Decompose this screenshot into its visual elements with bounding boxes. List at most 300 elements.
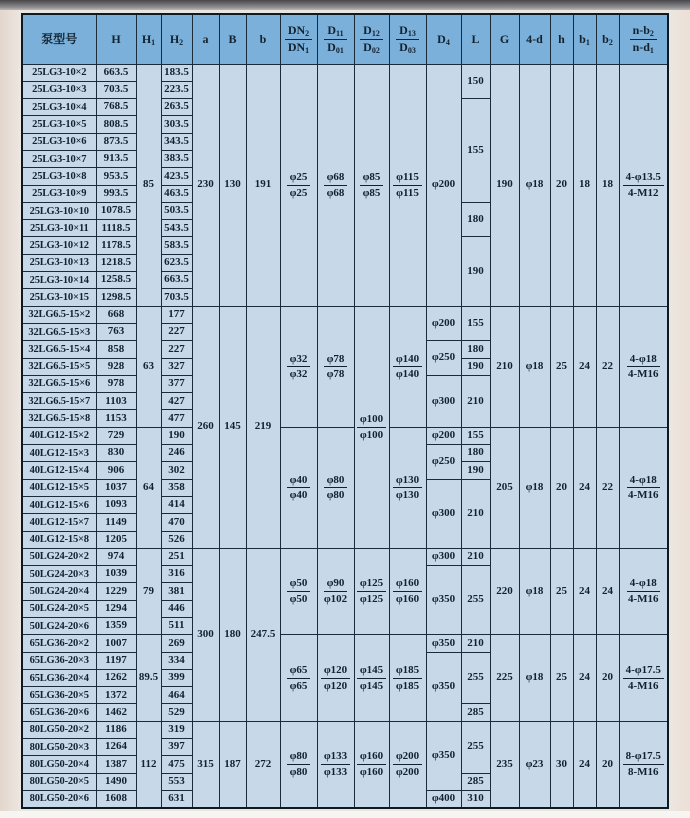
cell-H2: 423.5: [161, 168, 192, 185]
cell-H2: 553: [161, 773, 192, 790]
table-row: [22, 427, 668, 444]
cell-L: 210: [461, 479, 490, 548]
cell-H2: 583.5: [161, 237, 192, 254]
cell-B: 130: [219, 64, 246, 306]
cell-model: 25LG3-10×5: [22, 116, 96, 133]
cell-H: 1197: [96, 652, 136, 669]
fraction-value: $\frac{\varphi 90}{\varphi 102}$: [323, 577, 348, 606]
cell-H2: 227: [161, 341, 192, 358]
cell-H: 1007: [96, 635, 136, 652]
fraction-value: $\frac{D_{11}}{D_{01}}$: [324, 24, 346, 55]
cell-D11: [317, 64, 354, 306]
table-row: [22, 548, 668, 565]
fraction-value: $\frac{\varphi 200}{\varphi 200}$: [393, 750, 422, 778]
cell-b2: 22: [596, 427, 619, 548]
cell-H2: 383.5: [161, 150, 192, 167]
cell-D4: φ200: [426, 64, 461, 306]
fraction-value: $\frac{\varphi 145}{\varphi 145}$: [357, 664, 386, 692]
cell-model: 32LG6.5-15×4: [22, 341, 96, 358]
cell-L: 210: [461, 635, 490, 652]
cell-H2: 399: [161, 669, 192, 686]
cell-H2: 475: [161, 756, 192, 773]
cell-H2: 183.5: [161, 64, 192, 81]
fraction-value: $\frac{\varphi 25}{\varphi 25}$: [287, 171, 311, 199]
table-row: [22, 721, 668, 738]
cell-d: φ18: [519, 427, 550, 548]
cell-H2: 269: [161, 635, 192, 652]
cell-model: 65LG36-20×5: [22, 687, 96, 704]
cell-D4: φ300: [426, 548, 461, 565]
cell-model: 50LG24-20×4: [22, 583, 96, 600]
cell-H: 1039: [96, 566, 136, 583]
cell-D4: φ300: [426, 479, 461, 548]
cell-H: 858: [96, 341, 136, 358]
fraction-value: $\frac{\varphi 80}{\varphi 80}$: [287, 750, 311, 778]
cell-H: 1359: [96, 618, 136, 635]
fraction-value: $\frac{D_{12}}{D_{02}}$: [360, 24, 383, 55]
cell-H: 928: [96, 358, 136, 375]
fraction-value: $\frac{\varphi 185}{\varphi 185}$: [393, 664, 422, 692]
cell-L: 210: [461, 548, 490, 565]
cell-H2: 302: [161, 462, 192, 479]
cell-H2: 477: [161, 410, 192, 427]
fraction-value: $\frac{\varphi 78}{\varphi 78}$: [324, 353, 348, 381]
cell-model: 40LG12-15×4: [22, 462, 96, 479]
cell-G: 190: [490, 64, 519, 306]
cell-L: 180: [461, 202, 490, 237]
cell-H2: 503.5: [161, 202, 192, 219]
cell-H2: 397: [161, 739, 192, 756]
cell-H2: 251: [161, 548, 192, 565]
cell-H2: 623.5: [161, 254, 192, 271]
cell-model: 40LG12-15×3: [22, 445, 96, 462]
col-header-H: H: [96, 14, 136, 64]
col-header-b1: $b_1$: [573, 14, 596, 64]
cell-h: 25: [550, 548, 573, 634]
cell-D13: [389, 635, 426, 721]
page-bottom-margin: [0, 811, 690, 818]
cell-model: 25LG3-10×6: [22, 133, 96, 150]
cell-model: 32LG6.5-15×3: [22, 323, 96, 340]
cell-H: 1262: [96, 669, 136, 686]
cell-H: 768.5: [96, 99, 136, 116]
cell-H: 993.5: [96, 185, 136, 202]
cell-H2: 414: [161, 496, 192, 513]
cell-model: 25LG3-10×2: [22, 64, 96, 81]
cell-b2: 18: [596, 64, 619, 306]
col-header-a: a: [192, 14, 219, 64]
cell-model: 25LG3-10×7: [22, 150, 96, 167]
cell-H: 953.5: [96, 168, 136, 185]
cell-H2: 334: [161, 652, 192, 669]
cell-model: 80LG50-20×4: [22, 756, 96, 773]
cell-b: 272: [246, 721, 280, 808]
cell-G: 210: [490, 306, 519, 427]
cell-model: 25LG3-10×9: [22, 185, 96, 202]
cell-model: 25LG3-10×10: [22, 202, 96, 219]
cell-H: 978: [96, 375, 136, 392]
col-header-B: B: [219, 14, 246, 64]
cell-model: 40LG12-15×5: [22, 479, 96, 496]
cell-d: φ18: [519, 64, 550, 306]
cell-model: 80LG50-20×2: [22, 721, 96, 738]
cell-G: 235: [490, 721, 519, 808]
cell-H2: 543.5: [161, 220, 192, 237]
cell-model: 25LG3-10×4: [22, 99, 96, 116]
cell-D4: φ350: [426, 652, 461, 721]
table-body: [22, 64, 668, 808]
cell-D4: φ400: [426, 790, 461, 808]
cell-D13: [389, 306, 426, 427]
cell-D4: φ350: [426, 635, 461, 652]
cell-d: φ23: [519, 721, 550, 808]
cell-H2: 263.5: [161, 99, 192, 116]
col-header-n: [619, 14, 668, 64]
cell-H2: 703.5: [161, 289, 192, 306]
cell-H1: 112: [136, 721, 161, 808]
cell-H: 1205: [96, 531, 136, 548]
cell-H: 1078.5: [96, 202, 136, 219]
cell-H: 1037: [96, 479, 136, 496]
cell-b: 191: [246, 64, 280, 306]
cell-D4: φ250: [426, 341, 461, 376]
header-row: [22, 14, 668, 64]
cell-H: 703.5: [96, 81, 136, 98]
cell-H: 1298.5: [96, 289, 136, 306]
pump-dimensions-table: [21, 13, 669, 809]
page-left-margin: [0, 10, 21, 818]
cell-n: [619, 64, 668, 306]
cell-H1: 63: [136, 306, 161, 427]
cell-D11: [317, 721, 354, 808]
col-header-D4: $D_4$: [426, 14, 461, 64]
fraction-value: $\frac{\varphi 80}{\varphi 80}$: [324, 474, 348, 502]
cell-L: 190: [461, 358, 490, 375]
cell-G: 205: [490, 427, 519, 548]
cell-H2: 303.5: [161, 116, 192, 133]
cell-h: 25: [550, 635, 573, 721]
cell-b: 219: [246, 306, 280, 548]
cell-model: 65LG36-20×3: [22, 652, 96, 669]
cell-L: 190: [461, 462, 490, 479]
cell-H: 906: [96, 462, 136, 479]
table-scan-area: [21, 13, 669, 809]
cell-H2: 663.5: [161, 272, 192, 289]
cell-H2: 463.5: [161, 185, 192, 202]
cell-model: 25LG3-10×14: [22, 272, 96, 289]
fraction-value: $\frac{\varphi 32}{\varphi 32}$: [287, 353, 311, 381]
cell-D4: φ200: [426, 427, 461, 444]
cell-n: [619, 548, 668, 634]
cell-model: 65LG36-20×6: [22, 704, 96, 721]
cell-H2: 316: [161, 566, 192, 583]
cell-a: 260: [192, 306, 219, 548]
cell-model: 80LG50-20×3: [22, 739, 96, 756]
cell-D4: φ300: [426, 375, 461, 427]
cell-a: 230: [192, 64, 219, 306]
cell-D12: [354, 635, 389, 721]
cell-D4: φ350: [426, 721, 461, 790]
cell-D13: [389, 427, 426, 548]
cell-D12: [354, 64, 389, 306]
cell-model: 80LG50-20×6: [22, 790, 96, 808]
cell-H1: 79: [136, 548, 161, 634]
cell-H: 1093: [96, 496, 136, 513]
cell-L: 255: [461, 652, 490, 704]
fraction-value: $\frac{\varphi 68}{\varphi 68}$: [324, 171, 348, 199]
cell-h: 20: [550, 64, 573, 306]
col-header-L: L: [461, 14, 490, 64]
cell-H: 1229: [96, 583, 136, 600]
fraction-value: $\frac{\varphi 160}{\varphi 160}$: [393, 577, 422, 605]
col-header-D13: [389, 14, 426, 64]
cell-H1: 85: [136, 64, 161, 306]
cell-n: [619, 635, 668, 721]
cell-H2: 177: [161, 306, 192, 323]
col-header-model: 泵型号: [22, 14, 96, 64]
fraction-value: $\frac{4-\varphi 18}{4-M16}$: [627, 352, 659, 381]
cell-model: 65LG36-20×2: [22, 635, 96, 652]
fraction-value: $\frac{n-b_2}{n-d_1}$: [630, 24, 657, 55]
cell-n: [619, 306, 668, 427]
cell-h: 30: [550, 721, 573, 808]
col-header-b2: $b_2$: [596, 14, 619, 64]
cell-DN: [280, 635, 317, 721]
cell-H: 808.5: [96, 116, 136, 133]
cell-H: 913.5: [96, 150, 136, 167]
cell-H: 1294: [96, 600, 136, 617]
cell-H: 1462: [96, 704, 136, 721]
cell-H1: 64: [136, 427, 161, 548]
cell-H: 1218.5: [96, 254, 136, 271]
cell-L: 285: [461, 773, 490, 790]
cell-b1: 24: [573, 306, 596, 427]
cell-a: 315: [192, 721, 219, 808]
cell-L: 155: [461, 306, 490, 341]
cell-model: 25LG3-10×3: [22, 81, 96, 98]
cell-H2: 227: [161, 323, 192, 340]
cell-H2: 327: [161, 358, 192, 375]
cell-H2: 529: [161, 704, 192, 721]
fraction-value: $\frac{4-\varphi 13.5}{4-M12}$: [623, 171, 664, 199]
cell-L: 255: [461, 721, 490, 773]
cell-b2: 20: [596, 635, 619, 721]
fraction-value: $\frac{4-\varphi 17.5}{4-M16}$: [623, 664, 664, 692]
cell-model: 65LG36-20×4: [22, 669, 96, 686]
cell-d: φ18: [519, 306, 550, 427]
cell-H2: 246: [161, 445, 192, 462]
cell-b2: 24: [596, 548, 619, 634]
fraction-value: $\frac{DN_2}{DN_1}$: [285, 24, 312, 55]
cell-a: 300: [192, 548, 219, 721]
cell-D12: [354, 306, 389, 548]
col-header-h: h: [550, 14, 573, 64]
cell-D12: [354, 721, 389, 808]
cell-D11: [317, 548, 354, 634]
cell-model: 32LG6.5-15×8: [22, 410, 96, 427]
cell-D4: φ200: [426, 306, 461, 341]
fraction-value: $\frac{\varphi 125}{\varphi 125}$: [357, 577, 386, 605]
cell-n: [619, 427, 668, 548]
cell-b1: 24: [573, 635, 596, 721]
fraction-value: $\frac{\varphi 85}{\varphi 85}$: [360, 171, 384, 199]
cell-d: φ18: [519, 635, 550, 721]
cell-H2: 377: [161, 375, 192, 392]
cell-model: 25LG3-10×11: [22, 220, 96, 237]
cell-h: 20: [550, 427, 573, 548]
fraction-value: $\frac{\varphi 130}{\varphi 130}$: [393, 474, 422, 502]
cell-model: 40LG12-15×8: [22, 531, 96, 548]
cell-H: 1372: [96, 687, 136, 704]
cell-D11: [317, 427, 354, 548]
cell-H2: 464: [161, 687, 192, 704]
table-row: [22, 306, 668, 323]
cell-model: 40LG12-15×7: [22, 514, 96, 531]
cell-H: 1153: [96, 410, 136, 427]
cell-G: 220: [490, 548, 519, 634]
cell-H: 1490: [96, 773, 136, 790]
fraction-value: $\frac{4-\varphi 18}{4-M16}$: [627, 473, 659, 502]
cell-H2: 511: [161, 618, 192, 635]
cell-H2: 526: [161, 531, 192, 548]
cell-L: 310: [461, 790, 490, 808]
cell-L: 180: [461, 445, 490, 462]
cell-model: 50LG24-20×6: [22, 618, 96, 635]
cell-L: 155: [461, 99, 490, 203]
cell-H: 873.5: [96, 133, 136, 150]
cell-H2: 381: [161, 583, 192, 600]
cell-H: 663.5: [96, 64, 136, 81]
cell-model: 32LG6.5-15×6: [22, 375, 96, 392]
cell-H2: 343.5: [161, 133, 192, 150]
cell-model: 32LG6.5-15×2: [22, 306, 96, 323]
cell-H2: 427: [161, 393, 192, 410]
fraction-value: $\frac{\varphi 120}{\varphi 120}$: [321, 664, 350, 692]
col-header-D11: [317, 14, 354, 64]
cell-model: 80LG50-20×5: [22, 773, 96, 790]
cell-DN: [280, 721, 317, 808]
cell-H2: 470: [161, 514, 192, 531]
cell-H2: 631: [161, 790, 192, 808]
cell-b1: 24: [573, 427, 596, 548]
fraction-value: $\frac{\varphi 65}{\varphi 65}$: [287, 664, 311, 692]
cell-model: 50LG24-20×5: [22, 600, 96, 617]
col-header-DN: [280, 14, 317, 64]
cell-D4: φ350: [426, 566, 461, 635]
cell-H2: 446: [161, 600, 192, 617]
fraction-value: $\frac{\varphi 40}{\varphi 40}$: [287, 474, 311, 502]
col-header-D12: [354, 14, 389, 64]
cell-DN: [280, 306, 317, 427]
page-right-margin: [669, 10, 690, 818]
cell-H: 1103: [96, 393, 136, 410]
fraction-value: $\frac{\varphi 100}{\varphi 100}$: [357, 413, 386, 441]
cell-B: 145: [219, 306, 246, 548]
cell-H: 830: [96, 445, 136, 462]
cell-D11: [317, 635, 354, 721]
cell-L: 190: [461, 237, 490, 306]
cell-H: 1258.5: [96, 272, 136, 289]
cell-DN: [280, 427, 317, 548]
col-header-H2: $H_2$: [161, 14, 192, 64]
cell-model: 40LG12-15×6: [22, 496, 96, 513]
cell-H2: 319: [161, 721, 192, 738]
cell-G: 225: [490, 635, 519, 721]
cell-b1: 24: [573, 548, 596, 634]
fraction-value: $\frac{4-\varphi 18}{4-M16}$: [627, 577, 659, 606]
fraction-value: $\frac{\varphi 115}{\varphi 115}$: [393, 171, 422, 199]
fraction-value: $\frac{\varphi 140}{\varphi 140}$: [393, 353, 422, 381]
cell-H: 1186: [96, 721, 136, 738]
cell-H: 1608: [96, 790, 136, 808]
fraction-value: $\frac{\varphi 133}{\varphi 133}$: [321, 750, 350, 778]
col-header-G: G: [490, 14, 519, 64]
cell-H: 763: [96, 323, 136, 340]
cell-D12: [354, 548, 389, 634]
cell-H: 1387: [96, 756, 136, 773]
col-header-b: b: [246, 14, 280, 64]
cell-model: 32LG6.5-15×7: [22, 393, 96, 410]
cell-DN: [280, 64, 317, 306]
cell-D11: [317, 306, 354, 427]
cell-H: 668: [96, 306, 136, 323]
table-row: [22, 635, 668, 652]
cell-model: 32LG6.5-15×5: [22, 358, 96, 375]
cell-model: 25LG3-10×15: [22, 289, 96, 306]
fraction-value: $\frac{8-\varphi 17.5}{8-M16}$: [623, 750, 664, 778]
cell-B: 180: [219, 548, 246, 721]
cell-d: φ18: [519, 548, 550, 634]
cell-model: 40LG12-15×2: [22, 427, 96, 444]
cell-DN: [280, 548, 317, 634]
table-header: [22, 14, 668, 64]
cell-D13: [389, 721, 426, 808]
cell-model: 25LG3-10×13: [22, 254, 96, 271]
cell-model: 25LG3-10×8: [22, 168, 96, 185]
cell-H: 1149: [96, 514, 136, 531]
table-row: [22, 64, 668, 81]
cell-H2: 223.5: [161, 81, 192, 98]
cell-D4: φ250: [426, 445, 461, 480]
cell-b1: 24: [573, 721, 596, 808]
cell-H1: 89.5: [136, 635, 161, 721]
cell-model: 50LG24-20×2: [22, 548, 96, 565]
cell-H: 1178.5: [96, 237, 136, 254]
cell-model: 50LG24-20×3: [22, 566, 96, 583]
cell-H2: 190: [161, 427, 192, 444]
col-header-H1: $H_1$: [136, 14, 161, 64]
cell-model: 25LG3-10×12: [22, 237, 96, 254]
cell-H: 1118.5: [96, 220, 136, 237]
cell-L: 285: [461, 704, 490, 721]
cell-L: 155: [461, 427, 490, 444]
cell-L: 150: [461, 64, 490, 99]
cell-b2: 22: [596, 306, 619, 427]
cell-D13: [389, 64, 426, 306]
cell-L: 255: [461, 566, 490, 635]
cell-h: 25: [550, 306, 573, 427]
cell-H2: 358: [161, 479, 192, 496]
scan-edge-shadow: [0, 0, 690, 10]
cell-b2: 20: [596, 721, 619, 808]
cell-B: 187: [219, 721, 246, 808]
cell-b1: 18: [573, 64, 596, 306]
cell-D13: [389, 548, 426, 634]
cell-L: 180: [461, 341, 490, 358]
fraction-value: $\frac{D_{13}}{D_{03}}$: [396, 24, 419, 55]
cell-b: 247.5: [246, 548, 280, 721]
col-header-d: 4-d: [519, 14, 550, 64]
